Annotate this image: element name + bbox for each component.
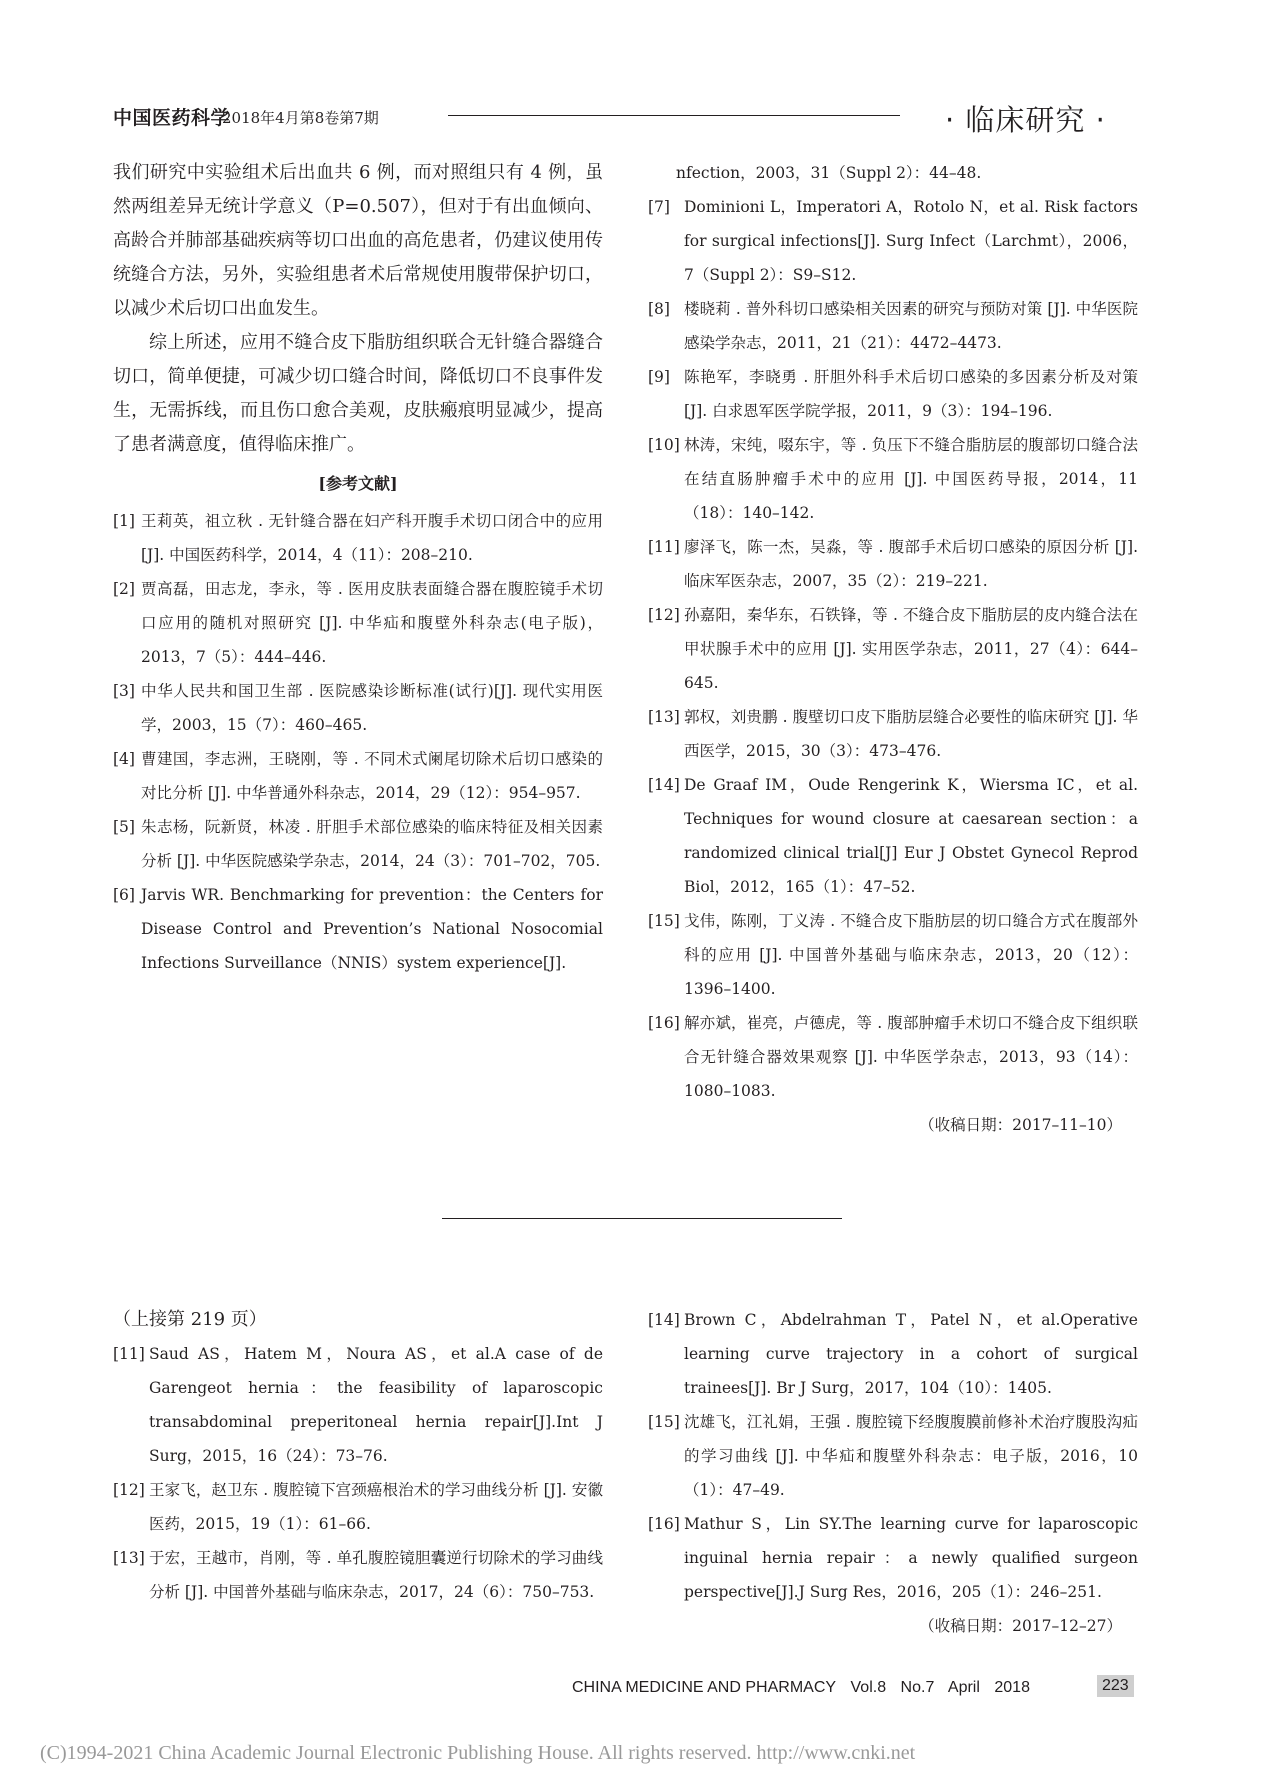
reference-number: [3] [113,682,135,700]
reference-item [113,742,603,810]
reference-text: 王家飞，赵卫东 . 腹腔镜下宫颈癌根治术的学习曲线分析 [J]. 安徽医药，2015，19（1）：61–66. [149,1481,603,1533]
reference-item [113,810,603,878]
reference-item [648,428,1138,530]
reference-text: De Graaf IM，Oude Rengerink K，Wiersma IC，et al. Techniques for wound closure at caesarean section：a randomized clinical trial[J] Eur J Obstet Gynecol Reprod Biol，2012，165（1）：47–52. [684,776,1138,896]
footer-journal-en: CHINA MEDICINE AND PHARMACY [572,1679,837,1696]
reference-number: [16] [648,1014,680,1032]
reference-number: [11] [113,1345,145,1363]
bottom-left-column [113,1303,603,1609]
reference-text: 朱志杨，阮新贤，林凌 . 肝胆手术部位感染的临床特征及相关因素分析 [J]. 中华医院感染学杂志，2014，24（3）：701–702，705. [141,818,603,870]
reference-text: 王莉英，祖立秋 . 无针缝合器在妇产科开腹手术切口闭合中的应用 [J]. 中国医药科学，2014，4（11）：208–210. [141,512,603,564]
reference-list [113,504,603,980]
reference-item [648,292,1138,360]
reference-item [648,190,1138,292]
reference-number: [13] [648,708,680,726]
reference-item [113,1473,603,1541]
reference-item [648,1507,1138,1609]
top-right-column [648,156,1138,1142]
reference-number: [15] [648,912,680,930]
page-footer [572,1679,1040,1697]
reference-item [648,1303,1138,1405]
article-divider [442,1218,842,1219]
footer-year: 2018 [994,1679,1030,1696]
reference-list [113,1337,603,1609]
reference-number: [13] [113,1549,145,1567]
reference-text: Saud AS，Hatem M，Noura AS，et al.A case of de Garengeot hernia：the feasibility of laparoscopic transabdominal preperitoneal hernia repair[J].Int J Surg，2015，16（24）：73–76. [149,1345,603,1465]
footer-volume: Vol.8 [850,1679,887,1696]
page-number: 223 [1097,1675,1134,1697]
reference-text: 陈艳军，李晓勇 . 肝胆外科手术后切口感染的多因素分析及对策 [J]. 白求恩军医学院学报，2011，9（3）：194–196. [684,368,1138,420]
reference-text: Jarvis WR. Benchmarking for prevention：the Centers for Disease Control and Prevention’s National Nosocomial Infections Surveillance（NNIS）system experience[J]. [141,886,603,972]
reference-item [648,360,1138,428]
reference-text: Mathur S，Lin SY.The learning curve for laparoscopic inguinal hernia repair：a newly qualified surgeon perspective[J].J Surg Res，2016，205（1）：246–251. [684,1515,1138,1601]
top-left-column [113,156,603,980]
reference-text: 贾高磊，田志龙，李永，等 . 医用皮肤表面缝合器在腹腔镜手术切口应用的随机对照研究 [J]. 中华疝和腹壁外科杂志(电子版)，2013，7（5）：444–446. [141,580,603,666]
reference-number: [5] [113,818,135,836]
reference-number: [16] [648,1515,680,1533]
reference-text: 中华人民共和国卫生部 . 医院感染诊断标准(试行)[J]. 现代实用医学，2003，15（7）：460–465. [141,682,603,734]
reference-number: [6] [113,886,135,904]
reference-item [648,530,1138,598]
reference-number: [14] [648,1311,680,1329]
reference-item [648,700,1138,768]
reference-text: 郭权，刘贵鹏 . 腹壁切口皮下脂肪层缝合必要性的临床研究 [J]. 华西医学，2015，30（3）：473–476. [684,708,1138,760]
reference-text: 解亦斌，崔亮，卢德虎，等 . 腹部肿瘤手术切口不缝合皮下组织联合无针缝合器效果观察 [J]. 中华医学杂志，2013，93（14）：1080–1083. [684,1014,1138,1100]
footer-number: No.7 [900,1679,935,1696]
reference-number: [10] [648,436,680,454]
body-paragraph: 我们研究中实验组术后出血共 6 例，而对照组只有 4 例，虽然两组差异无统计学意义（P=0.507），但对于有出血倾向、高龄合并肺部基础疾病等切口出血的高危患者，仍建议使用传统缝合方法，另外，实验组患者术后常规使用腹带保护切口，以减少术后切口出血发生。 [113,162,603,319]
reference-number: [14] [648,776,680,794]
reference-item [113,878,603,980]
reference-continuation: nfection，2003，31（Suppl 2）：44–48. [676,164,982,182]
reference-list [648,190,1138,1108]
reference-number: [7] [648,198,670,216]
reference-item [648,1006,1138,1108]
reference-item [648,598,1138,700]
reference-text: 戈伟，陈刚，丁义涛 . 不缝合皮下脂肪层的切口缝合方式在腹部外科的应用 [J]. 中国普外基础与临床杂志，2013，20（12）：1396–1400. [684,912,1138,998]
reference-item [648,768,1138,904]
journal-name: 中国医药科学 [113,107,231,129]
reference-text: 于宏，王越市，肖刚，等 . 单孔腹腔镜胆囊逆行切除术的学习曲线分析 [J]. 中国普外基础与临床杂志，2017，24（6）：750–753. [149,1549,603,1601]
continued-from-note: （上接第 219 页） [113,1309,267,1330]
reference-item [113,1337,603,1473]
reference-text: 廖泽飞，陈一杰，吴淼，等 . 腹部手术后切口感染的原因分析 [J]. 临床军医杂志，2007，35（2）：219–221. [684,538,1138,590]
body-paragraph: 综上所述，应用不缝合皮下脂肪组织联合无针缝合器缝合切口，简单便捷，可减少切口缝合时间，降低切口不良事件发生，无需拆线，而且伤口愈合美观，皮肤瘢痕明显减少，提高了患者满意度，值得临床推广。 [113,332,603,455]
reference-item [113,1541,603,1609]
references-heading: [参考文献] [318,474,398,493]
reference-number: [9] [648,368,670,386]
reference-item [113,674,603,742]
reference-number: [12] [648,606,680,624]
reference-item [113,504,603,572]
reference-number: [15] [648,1413,680,1431]
reference-item [113,572,603,674]
reference-text: 孙嘉阳，秦华东，石铁锋，等 . 不缝合皮下脂肪层的皮内缝合法在甲状腺手术中的应用 [J]. 实用医学杂志，2011，27（4）：644–645. [684,606,1138,692]
issue-info: 2018年4月第8卷第7期 [222,109,379,127]
reference-text: 曹建国，李志洲，王晓刚，等 . 不同术式阑尾切除术后切口感染的对比分析 [J]. 中华普通外科杂志，2014，29（12）：954–957. [141,750,603,802]
bottom-right-column [648,1303,1138,1643]
reference-text: 楼晓莉 . 普外科切口感染相关因素的研究与预防对策 [J]. 中华医院感染学杂志，2011，21（21）：4472–4473. [684,300,1138,352]
footer-month: April [947,1679,980,1696]
reference-number: [1] [113,512,135,530]
reference-item [648,904,1138,1006]
reference-number: [2] [113,580,135,598]
reference-text: 林涛，宋纯，啜东宇，等 . 负压下不缝合脂肪层的腹部切口缝合法在结直肠肿瘤手术中的应用 [J]. 中国医药导报，2014，11（18）：140–142. [684,436,1138,522]
reference-list [648,1303,1138,1609]
header-rule [448,115,900,116]
reference-item [648,1405,1138,1507]
reference-text: 沈雄飞，江礼娟，王强 . 腹腔镜下经腹腹膜前修补术治疗腹股沟疝的学习曲线 [J]. 中华疝和腹壁外科杂志：电子版，2016，10（1）：47–49. [684,1413,1138,1499]
received-date: （收稿日期：2017–11–10） [919,1116,1122,1134]
reference-text: Brown C，Abdelrahman T，Patel N，et al.Operative learning curve trajectory in a cohort of surgical trainees[J]. Br J Surg，2017，104（10）：1405. [684,1311,1138,1397]
reference-number: [8] [648,300,670,318]
reference-number: [4] [113,750,135,768]
received-date: （收稿日期：2017–12–27） [919,1617,1122,1635]
reference-number: [12] [113,1481,145,1499]
copyright-notice: (C)1994-2021 China Academic Journal Electronic Publishing House. All rights reserved. http://www.cnki.net [40,1742,916,1764]
reference-text: Dominioni L，Imperatori A，Rotolo N，et al. Risk factors for surgical infections[J]. Surg Infect（Larchmt），2006，7（Suppl 2）：S9–S12. [684,198,1138,284]
reference-number: [11] [648,538,680,556]
section-title: · 临床研究 · [945,103,1106,137]
